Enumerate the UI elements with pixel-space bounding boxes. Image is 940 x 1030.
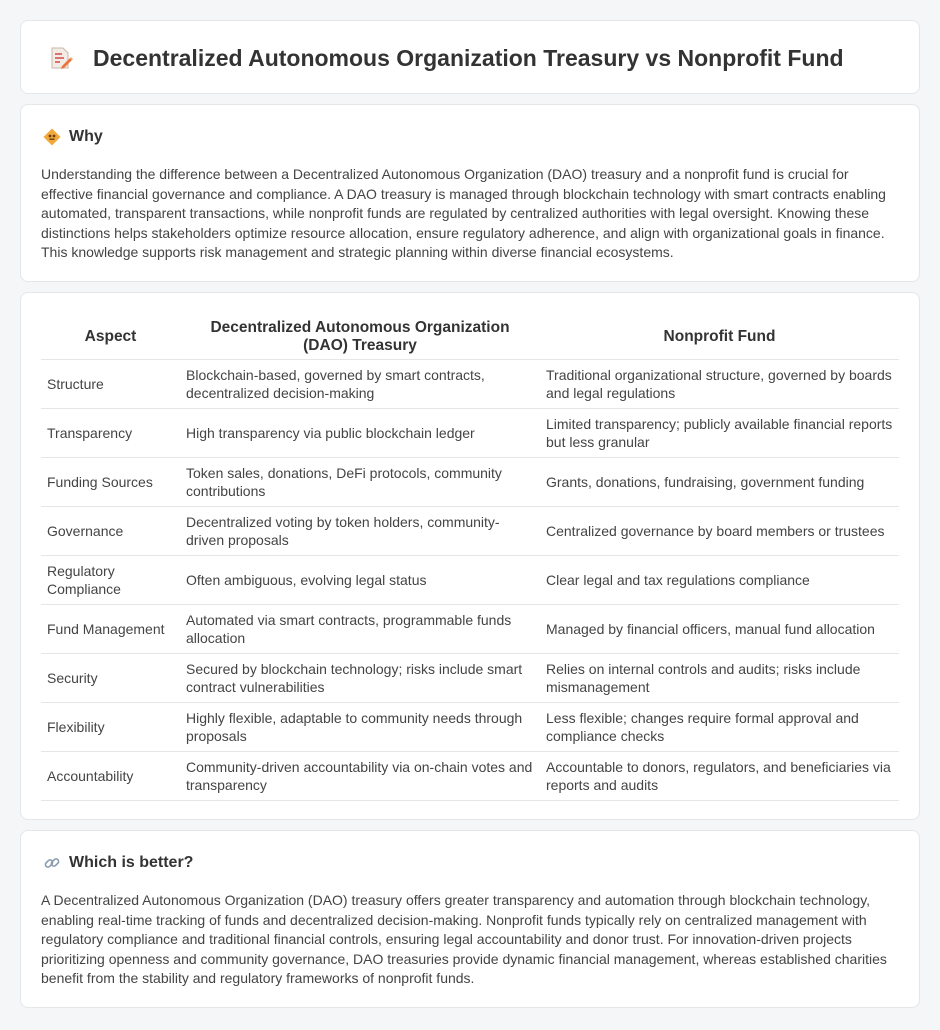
cell-dao: Automated via smart contracts, programmable funds allocation <box>180 605 540 654</box>
table-row <box>41 605 899 654</box>
document-pencil-icon <box>47 45 73 71</box>
cell-aspect: Funding Sources <box>41 458 180 507</box>
cell-aspect: Transparency <box>41 409 180 458</box>
comparison-table-card <box>20 292 920 820</box>
cell-dao: Decentralized voting by token holders, community-driven proposals <box>180 507 540 556</box>
table-row <box>41 752 899 801</box>
column-header-dao: Decentralized Autonomous Organization (DAO) Treasury <box>180 315 540 360</box>
link-icon <box>43 854 61 872</box>
cell-nonprofit: Grants, donations, fundraising, government funding <box>540 458 899 507</box>
cell-nonprofit: Relies on internal controls and audits; risks include mismanagement <box>540 654 899 703</box>
why-body: Understanding the difference between a Decentralized Autonomous Organization (DAO) treasury and a nonprofit fund is crucial for effective financial governance and compliance. A DAO treasury is managed through blockchain technology with smart contracts enabling automated, transparent transactions, while nonprofit funds are regulated by centralized authorities with legal oversight. Knowing these distinctions helps stakeholders optimize resource allocation, ensure regulatory adherence, and align with organizational goals in finance. This knowledge supports risk management and strategic planning within diverse financial ecosystems. <box>41 166 886 261</box>
cell-dao: Often ambiguous, evolving legal status <box>180 556 540 605</box>
page-title: Decentralized Autonomous Organization Treasury vs Nonprofit Fund <box>93 45 844 71</box>
cell-dao: Highly flexible, adaptable to community needs through proposals <box>180 703 540 752</box>
diamond-sign-icon <box>43 128 61 146</box>
better-body: A Decentralized Autonomous Organization (DAO) treasury offers greater transparency and automation through blockchain technology, enabling real-time tracking of funds and decentralized decision-making. Nonprofit funds typically rely on centralized management with regulatory compliance and traditional financial controls, ensuring legal accountability and donor trust. For innovation-driven projects prioritizing openness and community governance, DAO treasuries provide dynamic financial management, whereas established charities benefit from the stability and regulatory frameworks of nonprofit funds. <box>41 892 887 987</box>
better-heading: Which is better? <box>69 854 194 871</box>
cell-nonprofit: Traditional organizational structure, governed by boards and legal regulations <box>540 360 899 409</box>
why-header <box>43 127 103 147</box>
title-card <box>20 20 920 94</box>
cell-aspect: Accountability <box>41 752 180 801</box>
cell-nonprofit: Accountable to donors, regulators, and beneficiaries via reports and audits <box>540 752 899 801</box>
why-section <box>20 104 920 282</box>
table-row <box>41 458 899 507</box>
table-row <box>41 654 899 703</box>
table-row <box>41 360 899 409</box>
table-header-row <box>41 315 899 360</box>
cell-nonprofit: Clear legal and tax regulations compliance <box>540 556 899 605</box>
cell-dao: Blockchain-based, governed by smart contracts, decentralized decision-making <box>180 360 540 409</box>
cell-nonprofit: Less flexible; changes require formal approval and compliance checks <box>540 703 899 752</box>
cell-dao: Secured by blockchain technology; risks include smart contract vulnerabilities <box>180 654 540 703</box>
which-is-better-section <box>20 830 920 1008</box>
cell-aspect: Fund Management <box>41 605 180 654</box>
table-row <box>41 507 899 556</box>
table-row <box>41 409 899 458</box>
cell-aspect: Flexibility <box>41 703 180 752</box>
cell-aspect: Security <box>41 654 180 703</box>
better-header <box>43 853 193 873</box>
table-row <box>41 556 899 605</box>
cell-nonprofit: Managed by financial officers, manual fund allocation <box>540 605 899 654</box>
title-row <box>47 43 844 73</box>
column-header-aspect: Aspect <box>41 315 180 360</box>
cell-aspect: Structure <box>41 360 180 409</box>
why-heading: Why <box>69 128 103 145</box>
cell-aspect: Regulatory Compliance <box>41 556 180 605</box>
cell-nonprofit: Limited transparency; publicly available financial reports but less granular <box>540 409 899 458</box>
comparison-table <box>41 315 899 801</box>
cell-nonprofit: Centralized governance by board members or trustees <box>540 507 899 556</box>
table-row <box>41 703 899 752</box>
cell-aspect: Governance <box>41 507 180 556</box>
cell-dao: Token sales, donations, DeFi protocols, community contributions <box>180 458 540 507</box>
cell-dao: Community-driven accountability via on-chain votes and transparency <box>180 752 540 801</box>
cell-dao: High transparency via public blockchain ledger <box>180 409 540 458</box>
column-header-nonprofit: Nonprofit Fund <box>540 315 899 360</box>
